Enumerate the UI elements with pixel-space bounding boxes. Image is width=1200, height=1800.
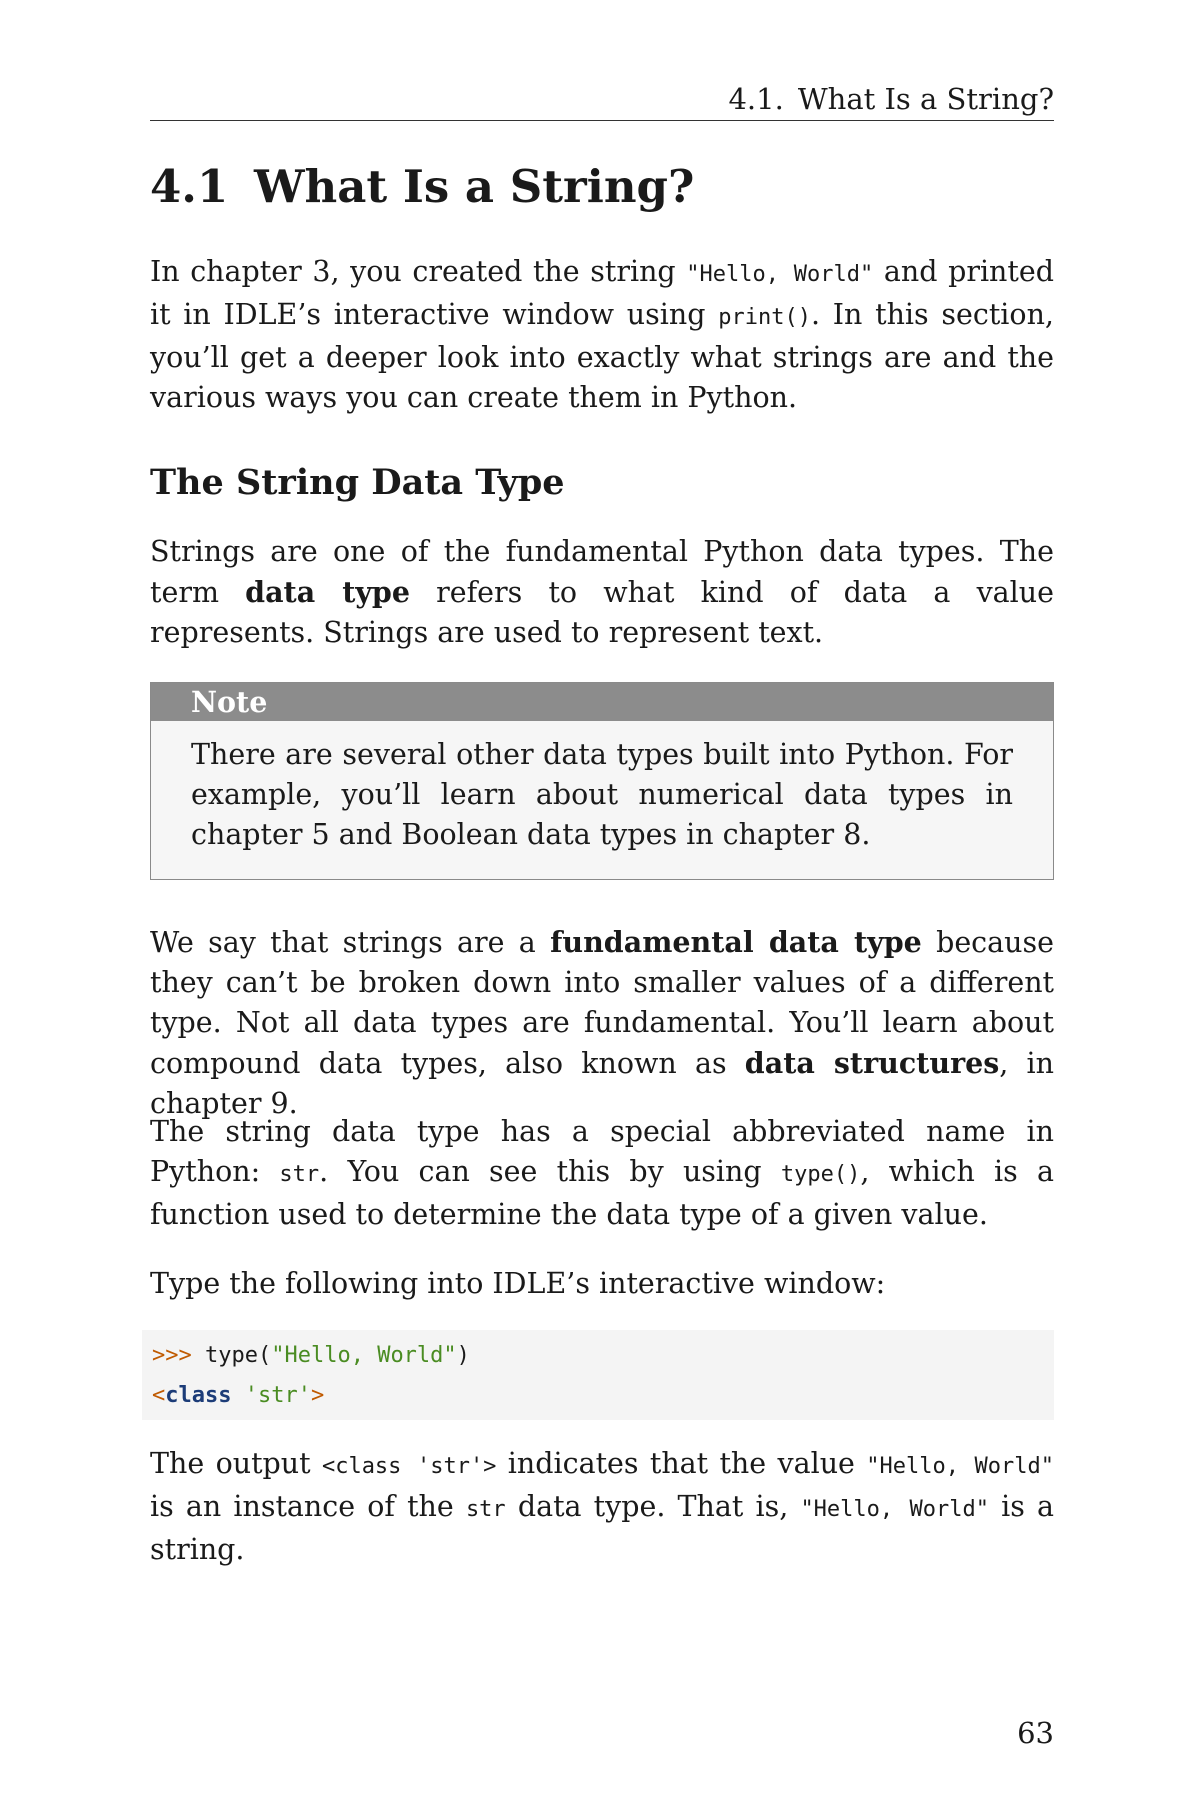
page-number: 63: [1017, 1716, 1054, 1750]
type-instruction-paragraph: Type the following into IDLE’s interactive window:: [150, 1267, 886, 1300]
running-header-number: 4.1.: [728, 82, 784, 116]
paragraph-text: indicates that the value: [496, 1447, 867, 1480]
code-line-input: [142, 1336, 1054, 1376]
inline-code: <class 'str'>: [321, 1454, 497, 1479]
note-box: [150, 682, 1054, 880]
paragraph-text: . You can see this by using: [319, 1155, 781, 1188]
code-space: [231, 1383, 244, 1408]
code-prompt: >>>: [152, 1343, 192, 1368]
running-header-title: What Is a String?: [797, 82, 1054, 116]
inline-code: "Hello, World": [686, 262, 874, 287]
section-title: What Is a String?: [254, 160, 695, 213]
intro-text-3: . In this section, you’ll get a deeper look into exactly what strings are and the various ways you can create them in Python.: [150, 298, 1054, 414]
paragraph-text: is a string.: [150, 1490, 1054, 1566]
code-call: type(: [191, 1343, 272, 1368]
inline-code: "Hello, World": [866, 1454, 1055, 1479]
note-text: There are several other data types built into Python. For example, you’ll learn about numerical data types in chapter 5 and Boolean data types in chapter 8.: [191, 738, 1013, 851]
inline-code: str: [279, 1162, 320, 1187]
paragraph-text: , which is a function used to determine the data type of a given value.: [150, 1155, 1054, 1231]
paragraph-text: Strings are one of the fundamental Python data types. The term: [150, 535, 1054, 609]
inline-code: str: [465, 1497, 506, 1522]
inline-code: print(): [718, 305, 811, 330]
str-paragraph: [150, 1112, 1054, 1235]
code-block: [142, 1330, 1054, 1420]
note-body: [151, 721, 1053, 855]
code-line-output: [142, 1376, 1054, 1416]
code-string: "Hello, World": [271, 1343, 457, 1368]
bold-term: fundamental data type: [550, 925, 922, 959]
paragraph-text: The output: [150, 1447, 322, 1480]
running-header: [728, 82, 1054, 116]
inline-code: type(): [780, 1162, 861, 1187]
bold-term: data structures: [744, 1046, 1000, 1080]
paragraph-text: is an instance of the: [150, 1490, 466, 1523]
note-title: Note: [151, 683, 1053, 721]
code-angle: <: [152, 1383, 166, 1408]
paragraph-text: The string data type has a special abbreviated name in Python:: [150, 1115, 1054, 1188]
intro-paragraph: [150, 252, 1054, 418]
subsection-heading: The String Data Type: [150, 462, 565, 503]
paragraph-text: , in chapter 9.: [150, 1047, 1054, 1120]
code-string: 'str': [244, 1383, 311, 1408]
fundamental-paragraph: [150, 922, 1054, 1124]
code-paren: ): [456, 1343, 470, 1368]
inline-code: "Hello, World": [800, 1497, 989, 1522]
paragraph-text: We say that strings are a: [150, 926, 551, 959]
paragraph-text: data type. That is,: [505, 1490, 801, 1523]
paragraph-text: refers to what kind of data a value represents. Strings are used to represent text.: [150, 576, 1055, 649]
code-keyword: class: [165, 1383, 232, 1408]
code-angle: >: [310, 1383, 325, 1408]
data-type-paragraph: [150, 532, 1054, 653]
section-number: 4.1: [150, 160, 229, 213]
paragraph-text: because they can’t be broken down into smaller values of a different type. Not all data types are fundamental. You’ll learn about compound data types, also known as: [150, 926, 1054, 1080]
intro-text-2: and printed it in IDLE’s interactive window using: [150, 255, 1054, 331]
header-rule: [150, 120, 1054, 121]
section-heading: [150, 160, 694, 213]
output-paragraph: [150, 1444, 1054, 1570]
intro-text-1: In chapter 3, you created the string: [150, 255, 687, 288]
bold-term: data type: [245, 575, 410, 609]
